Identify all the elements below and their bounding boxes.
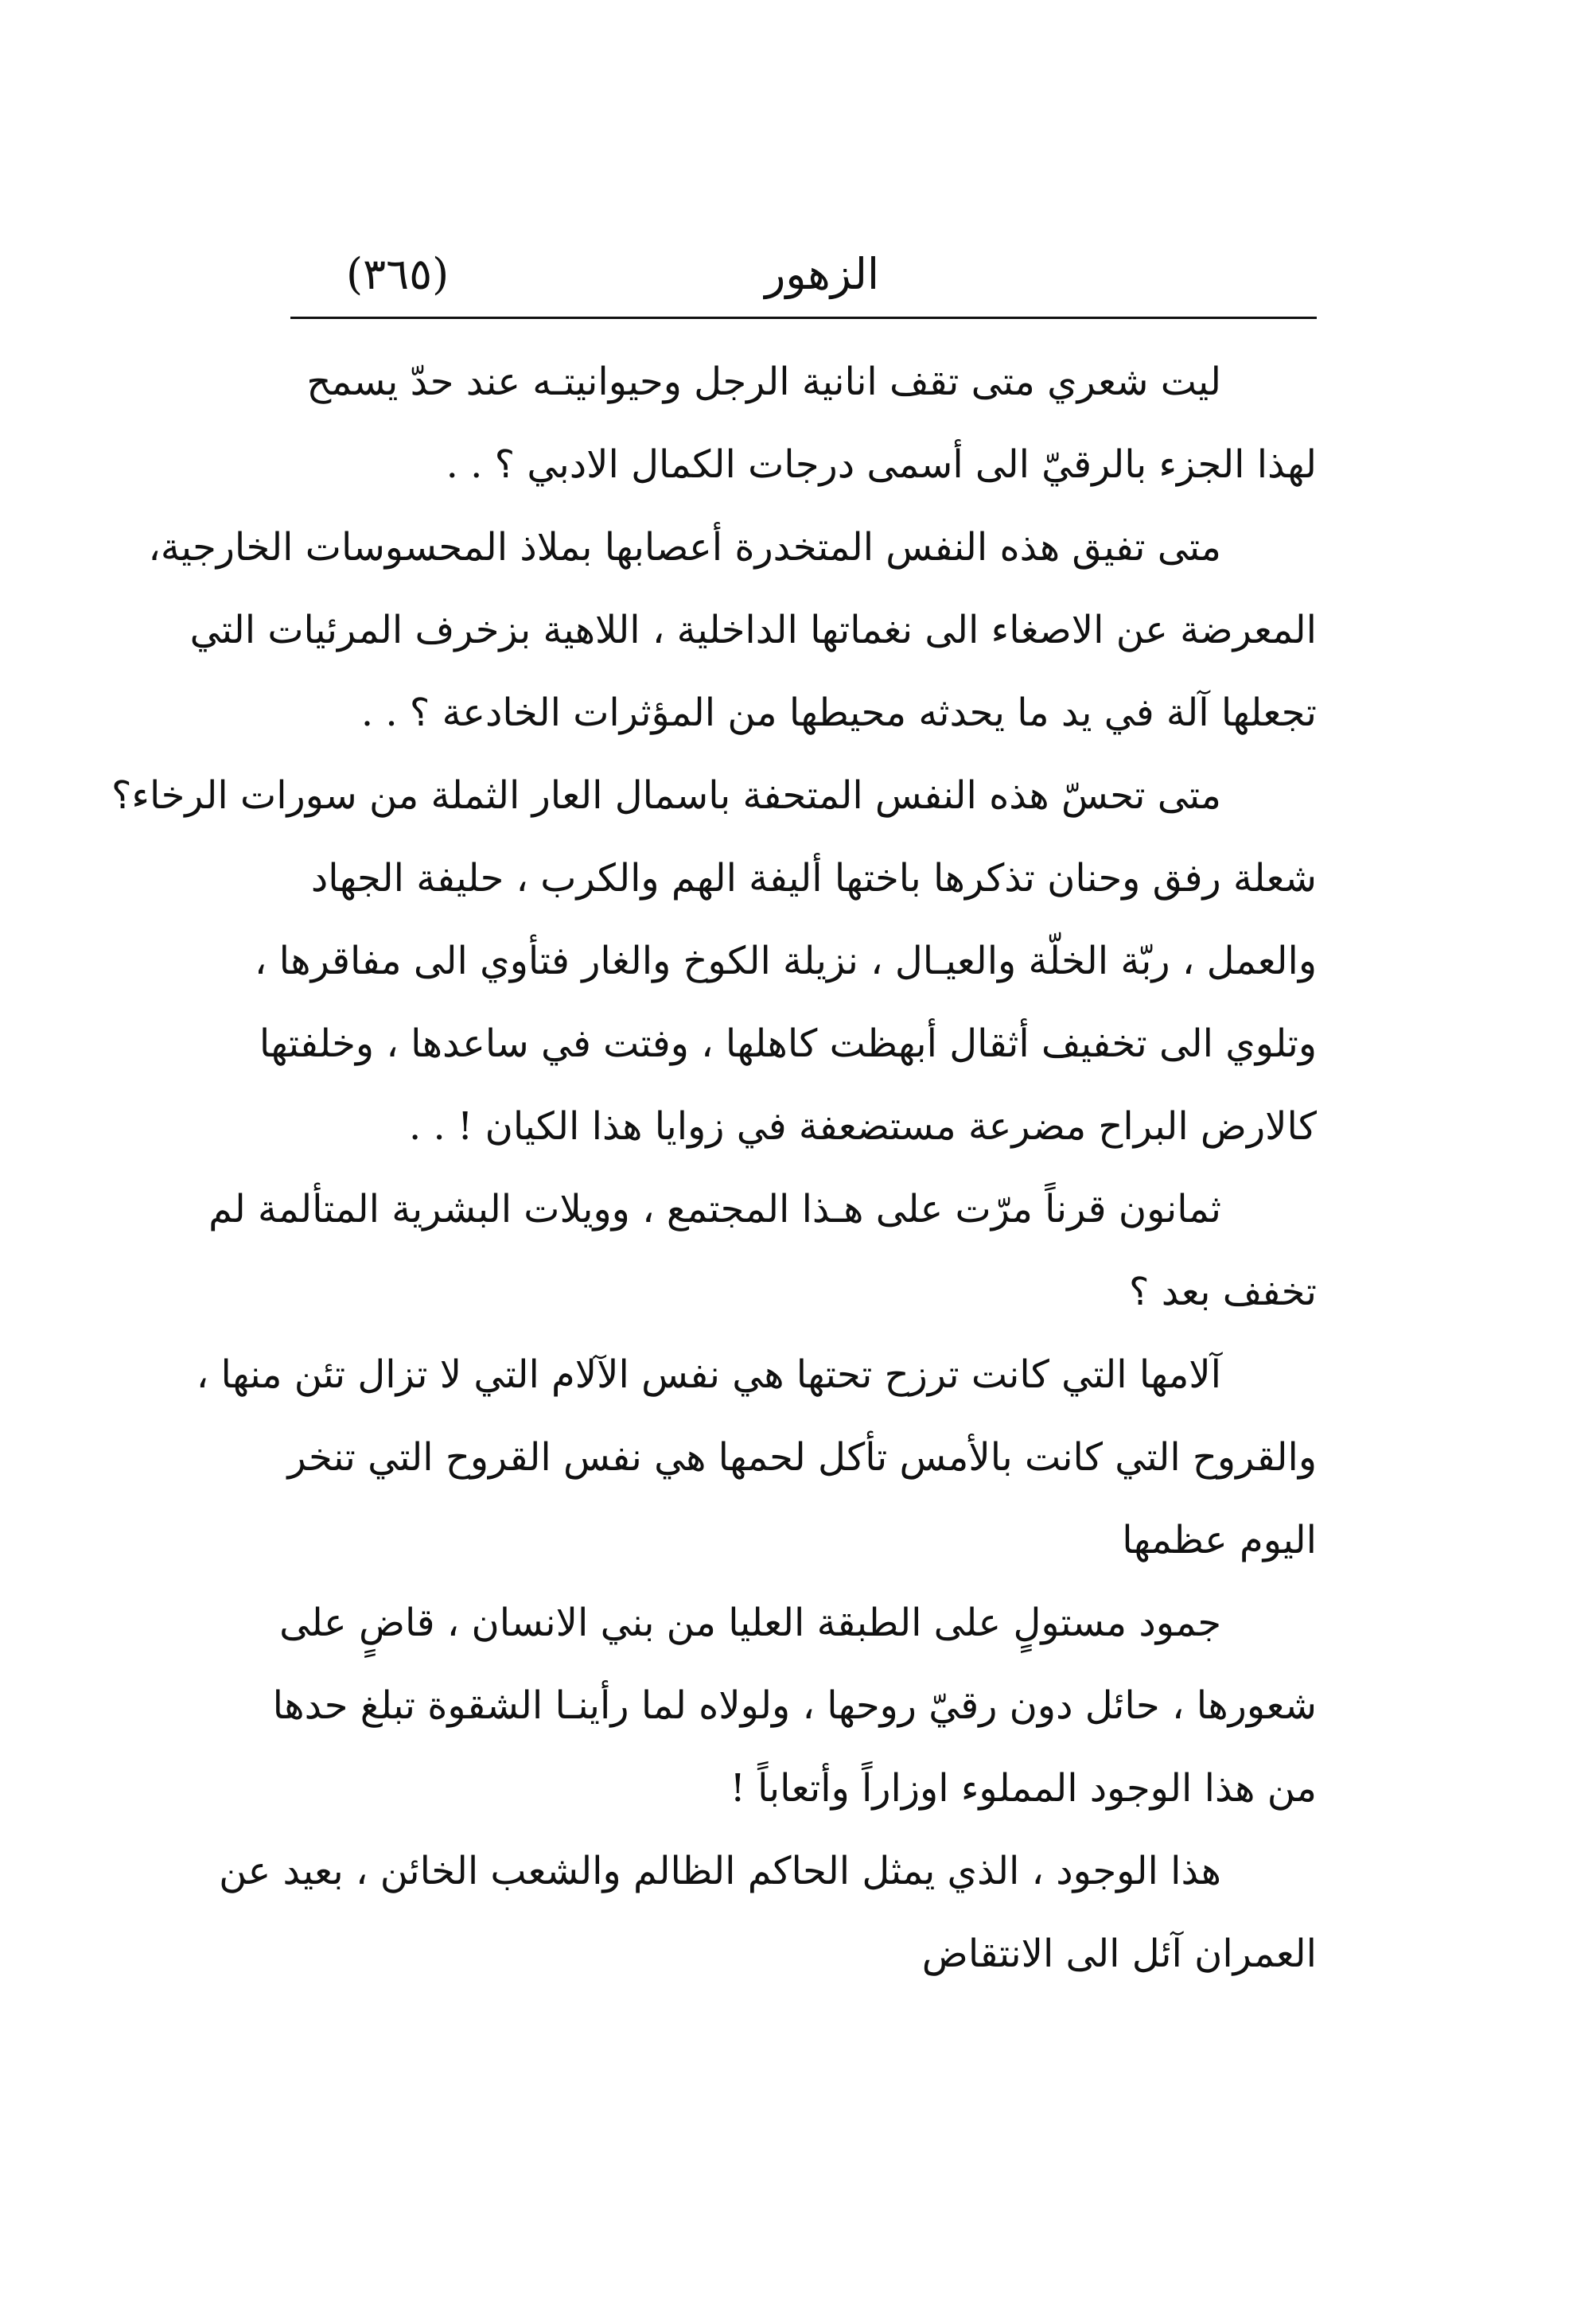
text-line: ليت شعري متى تقف انانية الرجل وحيوانيتـه عند حدّ يسمح (306, 360, 1221, 404)
text-line: والعمل ، ربّة الخلّة والعيـال ، نزيلة الكوخ والغار فتأوي الى مفاقرها ، (254, 939, 1317, 983)
text-line: وتلوي الى تخفيف أثقال أبهظت كاهلها ، وفتت في ساعدها ، وخلفتها (259, 1021, 1317, 1066)
text-line: شعورها ، حائل دون رقيّ روحها ، ولولاه لما رأينـا الشقوة تبلغ حدها (272, 1683, 1317, 1728)
paragraph (148, 506, 1317, 754)
text-line: والقروح التي كانت بالأمس تأكل لحمها هي نفس القروح التي تنخر (287, 1435, 1317, 1480)
paragraph (111, 754, 1317, 1168)
text-line: اليوم عظمها (1122, 1518, 1317, 1562)
text-line: تخفف بعد ؟ (1128, 1270, 1317, 1314)
text-line: تجعلها آلة في يد ما يحدثه محيطها من المؤثرات الخادعة ؟ . . (360, 691, 1317, 735)
text-line: كالارض البراح مضرعة مستضعفة في زوايا هذا الكيان ! . . (408, 1104, 1317, 1149)
text-line: جمود مستولٍ على الطبقة العليا من بني الانسان ، قاضٍ على (279, 1601, 1221, 1645)
text-line: هذا الوجود ، الذي يمثل الحاكم الظالم والشعب الخائن ، بعيد عن (219, 1849, 1221, 1893)
header-rule (290, 317, 1317, 319)
paragraph (282, 340, 1317, 506)
text-line: متى تحسّ هذه النفس المتحفة باسمال العار الثملة من سورات الرخاء؟ (111, 773, 1221, 818)
text-line: ثمانون قرناً مرّت على هـذا المجتمع ، وويلات البشرية المتألمة لم (208, 1187, 1221, 1231)
text-line: شعلة رفق وحنان تذكرها باختها أليفة الهم والكرب ، حليفة الجهاد (310, 856, 1317, 901)
text-line: من هذا الوجود المملوء اوزاراً وأتعاباً ! (730, 1766, 1317, 1811)
text-line: العمران آئل الى الانتقاض (921, 1932, 1317, 1976)
text-line: المعرضة عن الاصغاء الى نغماتها الداخلية ، اللاهية بزخرف المرئيات التي (189, 608, 1317, 652)
body-text (111, 340, 1317, 1995)
page-header (290, 239, 1317, 310)
page-number: (٣٦٥) (346, 249, 450, 299)
paragraph (196, 1333, 1317, 1582)
paragraph (272, 1582, 1317, 1830)
text-line: لهذا الجزء بالرقيّ الى أسمى درجات الكمال الادبي ؟ . . (446, 442, 1317, 487)
text-line: متى تفيق هذه النفس المتخدرة أعصابها بملاذ المحسوسات الخارجية، (148, 525, 1221, 570)
paragraph (219, 1830, 1317, 1995)
text-line: آلامها التي كانت ترزح تحتها هي نفس الآلام التي لا تزال تئن منها ، (196, 1352, 1221, 1397)
running-title: الزهور (765, 249, 879, 299)
paragraph (208, 1168, 1317, 1333)
